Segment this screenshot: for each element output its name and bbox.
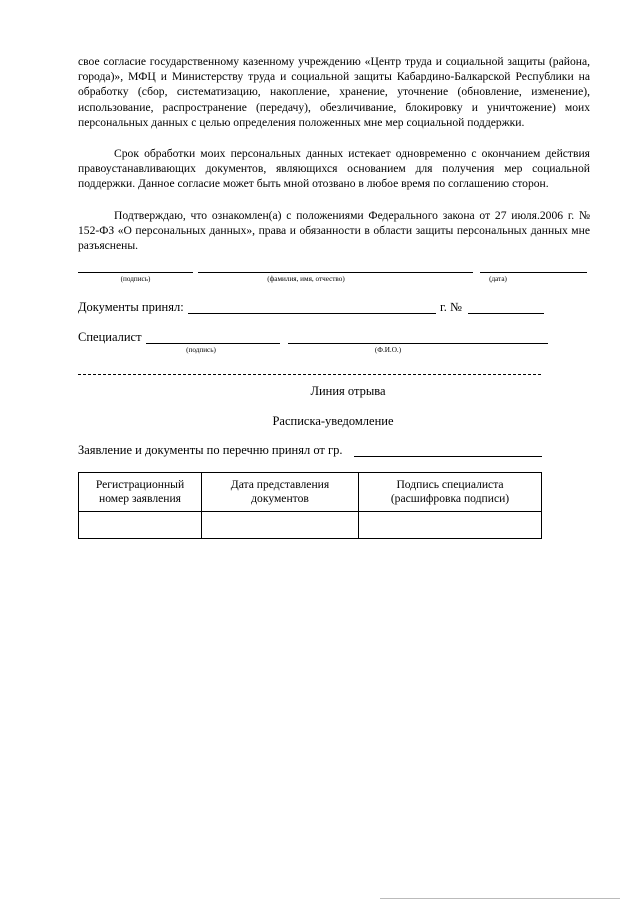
tear-line-label: Линия отрыва [310,384,386,398]
specialist-fio-caption: (Ф.И.О.) [374,346,402,354]
received-from-line[interactable] [354,456,542,457]
specialist-fio-line[interactable] [288,343,548,344]
date-line[interactable] [480,272,587,273]
table-row [79,512,542,539]
signature-line[interactable] [78,272,193,273]
submission-date-cell[interactable] [202,512,359,539]
full-name-line[interactable] [198,272,473,273]
documents-accepted-line[interactable] [188,313,436,314]
consent-paragraph-3: Подтверждаю, что ознакомлен(а) с положениями Федерального закона от 27 июля.2006 г. № 152-ФЗ «О персональных данных», права и обязанности в области защиты персональных данных мне разъяснены. [78,209,590,253]
documents-accepted-number-line[interactable] [468,313,544,314]
consent-paragraph-2: Срок обработки моих персональных данных истекает одновременно с окончанием действия правоустанавливающих документов, являющихся основанием для получения мер социальной поддержки. Данное согласие может быть мной отозвано в любое время по соглашению сторон. [78,147,590,191]
registration-table-header-row [79,473,542,512]
specialist-label: Специалист [78,330,142,344]
specialist-signature-header: Подпись специалиста (расшифровка подписи) [359,473,542,512]
registration-table [78,472,542,539]
received-from-label: Заявление и документы по перечню принял от гр. [78,443,343,457]
full-name-caption: (фамилия, имя, отчество) [267,275,345,283]
documents-accepted-label: Документы принял: [78,300,184,314]
receipt-title: Расписка-уведомление [272,414,394,428]
registration-number-header: Регистрационный номер заявления [79,473,202,512]
consent-paragraph-1: свое согласие государственному казенному учреждению «Центр труда и социальной защиты (района, города)», МФЦ и Министерству труда и социальной защиты Кабардино-Балкарской Республики на обработку (сбор, систематизацию, накопление, хранение, уточнение (обновление, изменение), использование, распространение (передачу), обезличивание, блокировку и уничтожение) моих персональных данных с целью определения положенных мне мер социальной поддержки. [78,55,590,129]
documents-accepted-number-prefix: г. № [440,300,462,314]
specialist-signature-line[interactable] [146,343,280,344]
scan-edge-mark [380,898,620,899]
tear-line [78,374,541,375]
specialist-signature-cell[interactable] [359,512,542,539]
registration-number-cell[interactable] [79,512,202,539]
signature-caption: (подпись) [120,275,151,283]
date-caption: (дата) [489,275,507,283]
submission-date-header: Дата представления документов [202,473,359,512]
specialist-signature-caption: (подпись) [186,346,216,354]
